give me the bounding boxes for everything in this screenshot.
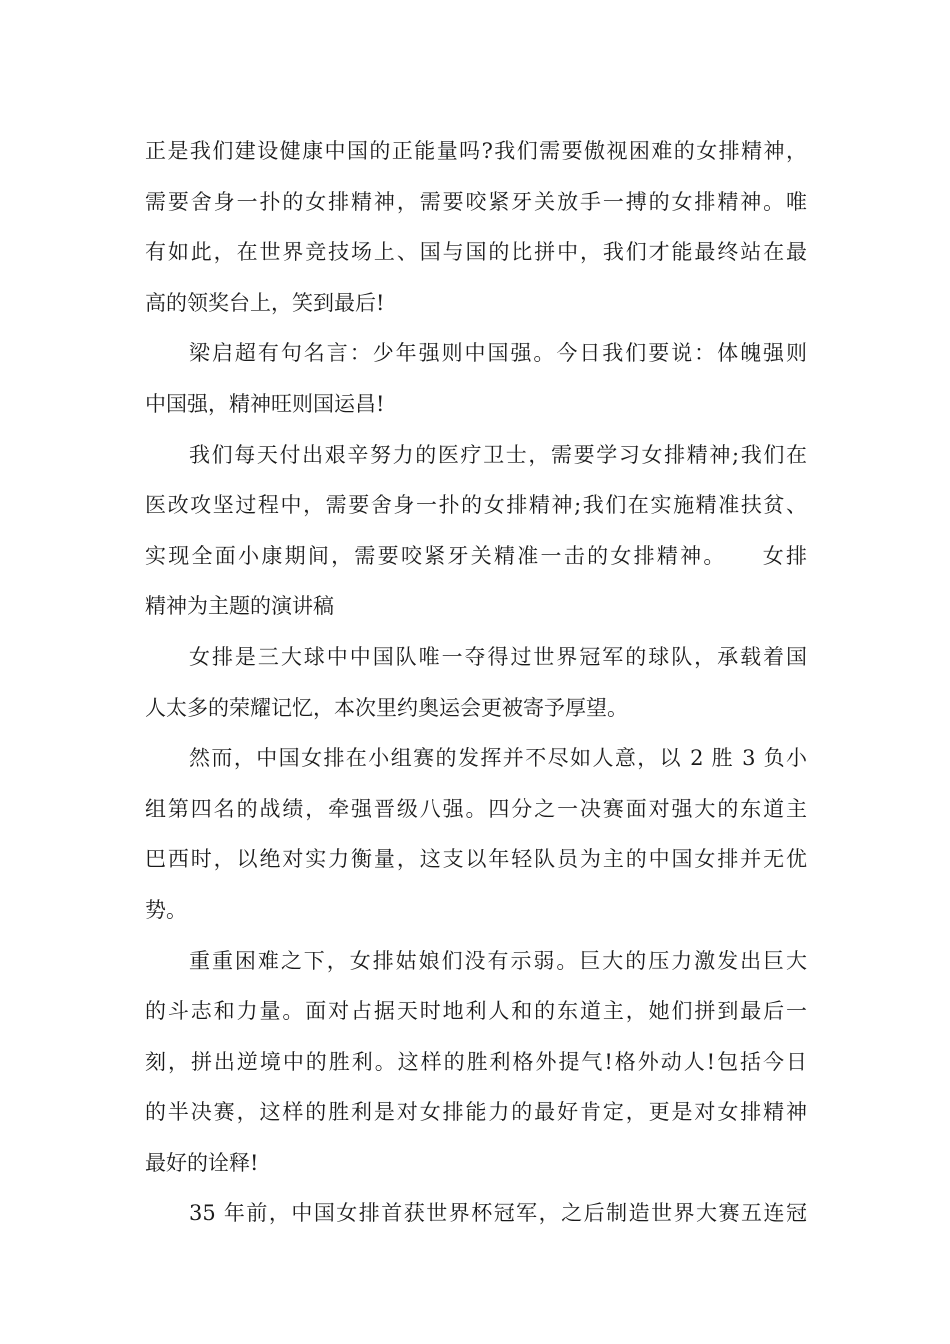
- text-line: 医改攻坚过程中，需要舍身一扑的女排精神;我们在实施精准扶贫、: [145, 493, 807, 518]
- text-line: 然而，中国女排在小组赛的发挥并不尽如人意，以 2 胜 3 负小: [189, 746, 807, 771]
- text-line: 正是我们建设健康中国的正能量吗?我们需要傲视困难的女排精神，: [145, 139, 807, 163]
- text-line: 人太多的荣耀记忆，本次里约奥运会更被寄予厚望。: [145, 695, 628, 720]
- text-line: 需要舍身一扑的女排精神，需要咬紧牙关放手一搏的女排精神。唯: [145, 189, 807, 214]
- text-line: 组第四名的战绩，牵强晋级八强。四分之一决赛面对强大的东道主: [145, 796, 807, 821]
- text-line: 实现全面小康期间，需要咬紧牙关精准一击的女排精神。 女排: [145, 543, 807, 568]
- text-line: 的斗志和力量。面对占据天时地利人和的东道主，她们拼到最后一: [145, 999, 807, 1024]
- text-line: 刻，拼出逆境中的胜利。这样的胜利格外提气!格外动人!包括今日: [145, 1049, 807, 1074]
- document-body: [145, 126, 807, 1239]
- text-line: 巴西时，以绝对实力衡量，这支以年轻队员为主的中国女排并无优: [145, 847, 807, 872]
- text-line: 35 年前，中国女排首获世界杯冠军，之后制造世界大赛五连冠: [189, 1201, 807, 1226]
- text-line: 的半决赛，这样的胜利是对女排能力的最好肯定，更是对女排精神: [145, 1100, 807, 1125]
- text-line: 有如此，在世界竞技场上、国与国的比拼中，我们才能最终站在最: [145, 240, 807, 265]
- text-line: 势。: [145, 897, 187, 922]
- text-line: 中国强，精神旺则国运昌!: [145, 391, 385, 416]
- text-line: 我们每天付出艰辛努力的医疗卫士，需要学习女排精神;我们在: [189, 442, 807, 467]
- text-line: 梁启超有句名言：少年强则中国强。今日我们要说：体魄强则: [189, 341, 807, 366]
- text-line: 高的领奖台上，笑到最后!: [145, 290, 385, 315]
- text-line: 重重困难之下，女排姑娘们没有示弱。巨大的压力激发出巨大: [189, 948, 807, 973]
- text-line: 精神为主题的演讲稿: [145, 594, 334, 619]
- text-line: 女排是三大球中中国队唯一夺得过世界冠军的球队，承载着国: [189, 644, 807, 669]
- text-line: 最好的诠释!: [145, 1150, 259, 1175]
